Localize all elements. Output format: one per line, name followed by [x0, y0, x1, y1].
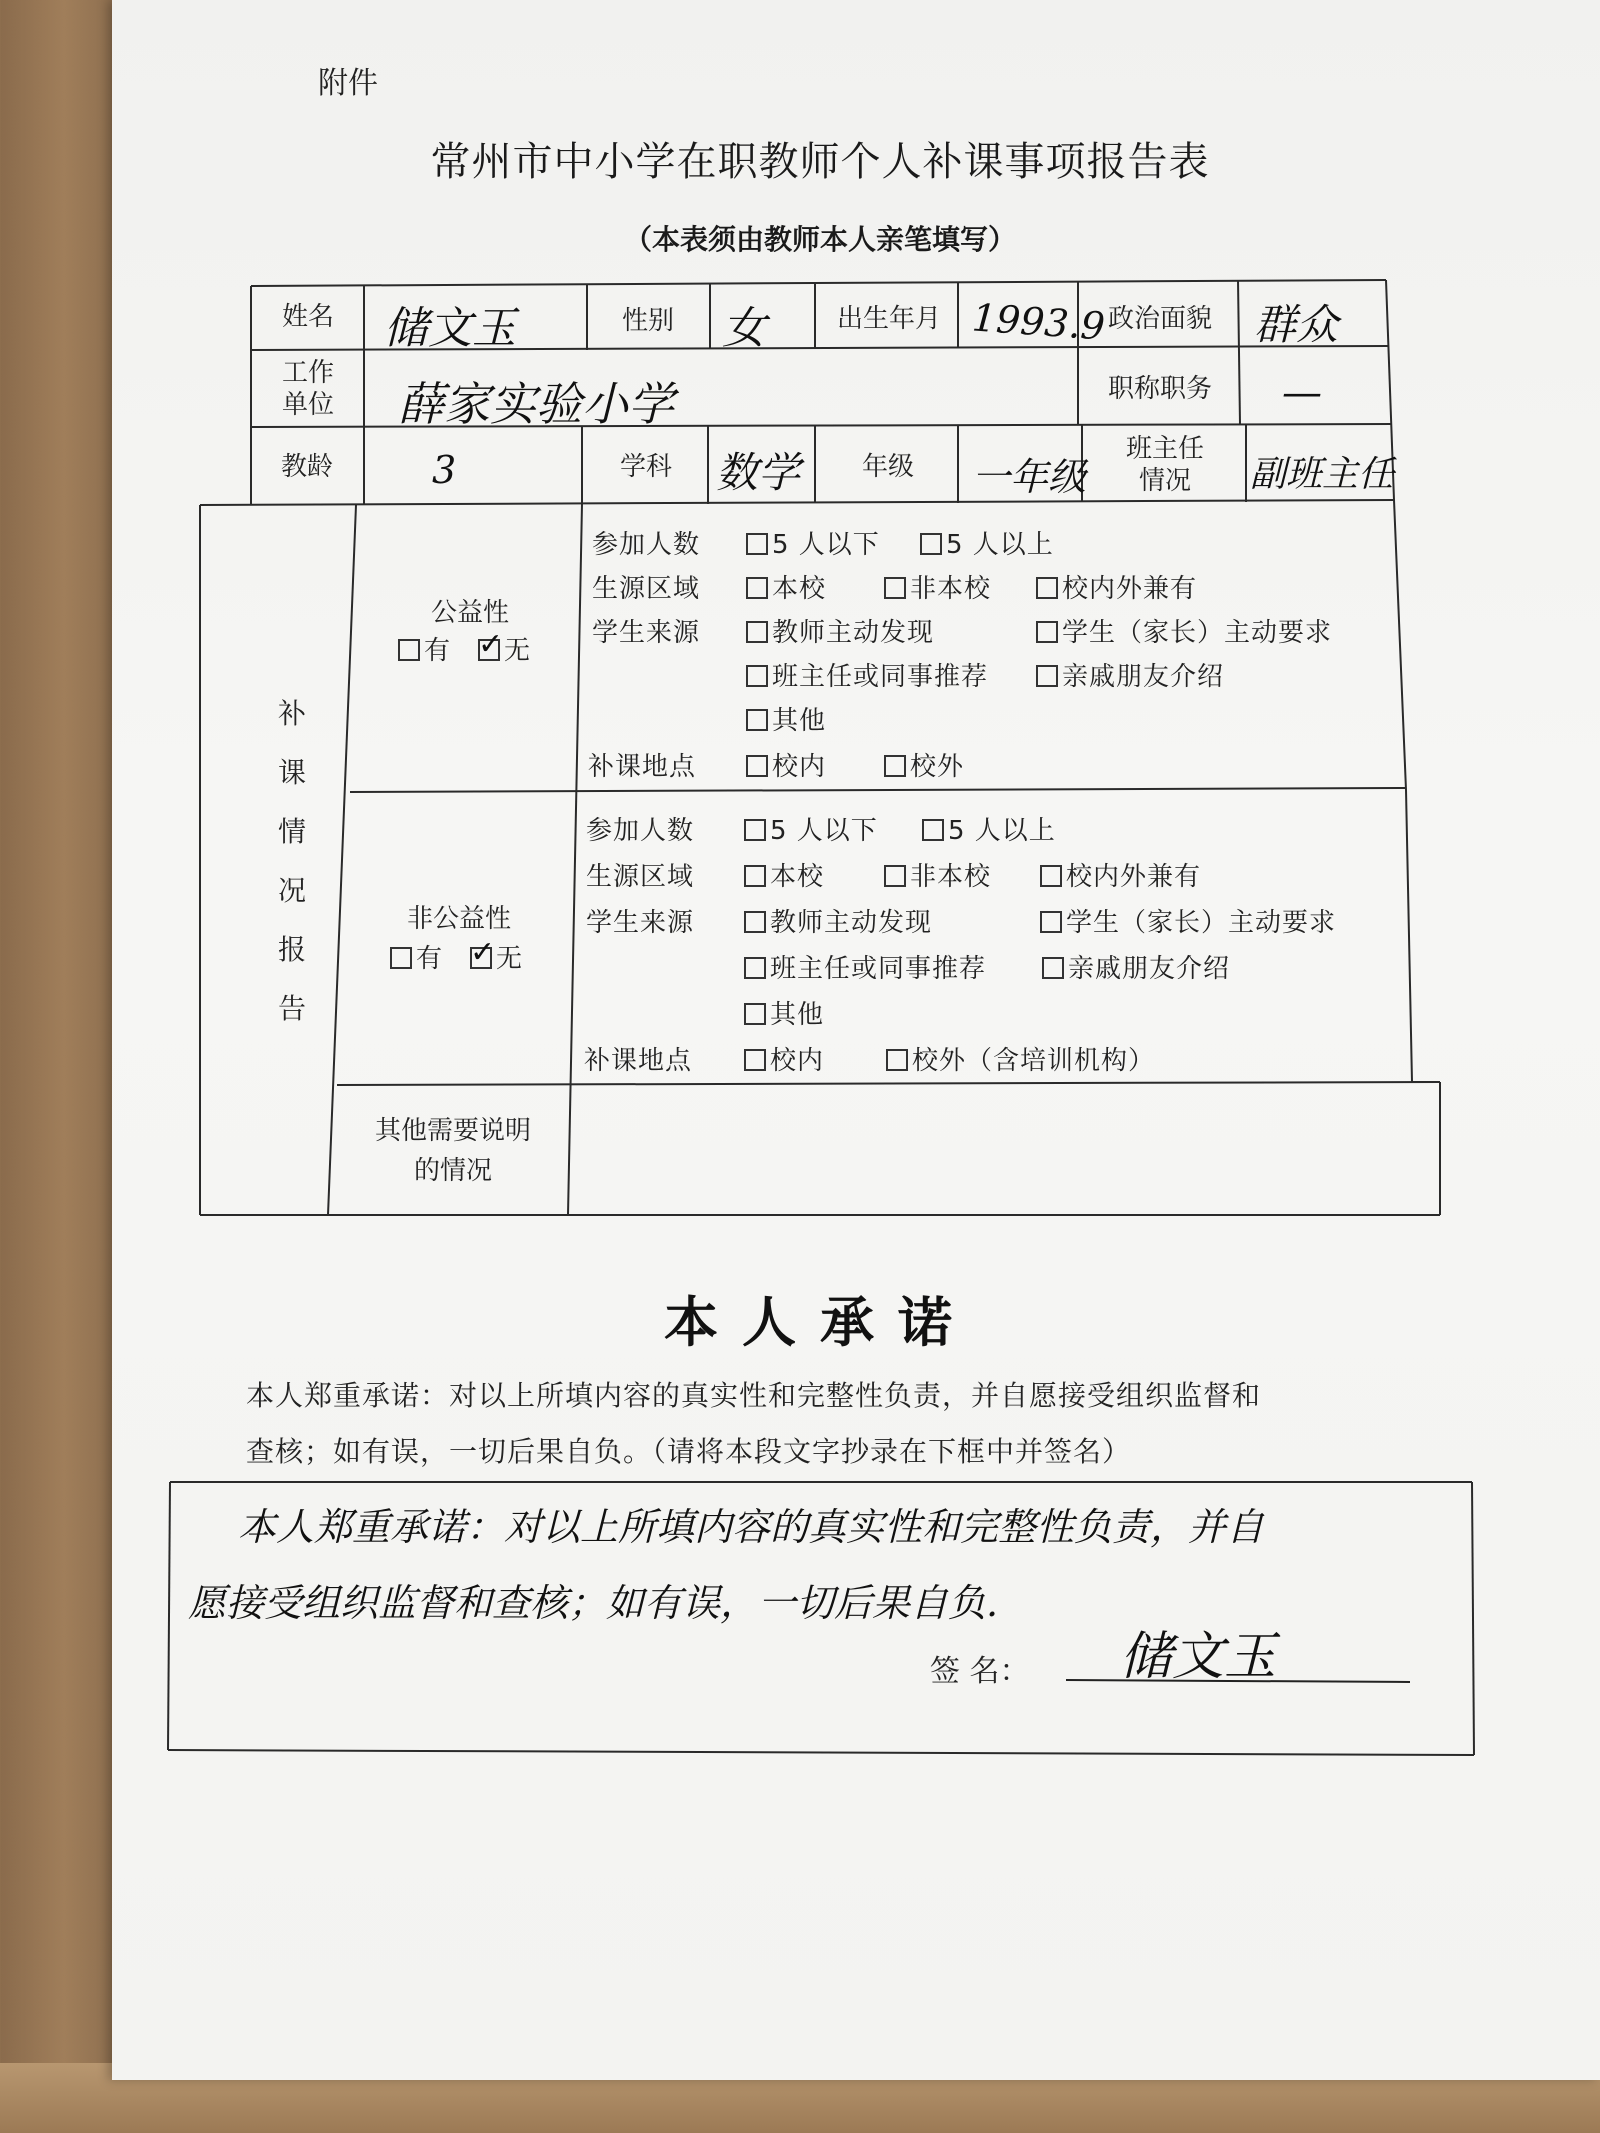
checkbox-icon	[744, 1049, 766, 1071]
nonpublic-no-checkbox[interactable]	[470, 935, 524, 975]
gender-value: 女	[722, 303, 766, 354]
teaching-age-label: 教龄	[280, 452, 333, 482]
public-yes-checkbox[interactable]	[398, 630, 451, 667]
nonpublic-region-opt[interactable]	[884, 856, 991, 893]
option-label: 校内	[772, 752, 827, 782]
side-char: 况	[277, 874, 306, 907]
checkbox-icon	[1036, 577, 1058, 599]
political-value: 群众	[1254, 300, 1339, 349]
head-teacher-value: 副班主任	[1250, 454, 1395, 495]
checkbox-icon	[390, 947, 412, 969]
checkbox-icon	[746, 665, 768, 687]
checkbox-icon	[746, 709, 768, 731]
nonpublic-place-opt[interactable]	[744, 1040, 824, 1077]
pledge-title: 本人承诺	[664, 1291, 976, 1354]
form-title: 常州市中小学在职教师个人补课事项报告表	[430, 139, 1210, 185]
public-source-opt[interactable]	[1036, 612, 1332, 649]
nonpublic-count-opt[interactable]	[922, 810, 1056, 847]
public-label: 公益性	[430, 598, 509, 628]
unit-value: 薛家实验小学	[398, 377, 674, 431]
option-label: 校外	[910, 752, 965, 782]
head-teacher-label-2: 情况	[1138, 466, 1191, 496]
public-source-opt[interactable]	[1036, 656, 1224, 693]
nonpublic-count-label: 参加人数	[586, 816, 695, 846]
option-label: 校内外兼有	[1062, 574, 1198, 604]
option-label: 亲戚朋友介绍	[1062, 662, 1225, 692]
option-label: 班主任或同事推荐	[770, 954, 987, 984]
option-label: 亲戚朋友介绍	[1068, 954, 1231, 984]
public-region-opt[interactable]	[884, 568, 991, 605]
checkbox-icon	[746, 621, 768, 643]
option-label: 其他	[770, 1000, 825, 1030]
gender-label: 性别	[621, 306, 674, 336]
public-source-opt[interactable]	[746, 612, 934, 649]
name-value: 储文玉	[384, 303, 516, 354]
checkbox-icon	[1040, 911, 1062, 933]
checkbox-icon	[744, 1003, 766, 1025]
option-label: 班主任或同事推荐	[772, 662, 989, 692]
birth-label: 出生年月	[836, 304, 941, 334]
option-label: 本校	[770, 862, 825, 892]
nonpublic-source-opt[interactable]	[744, 994, 824, 1031]
side-char: 情	[277, 815, 306, 848]
unit-label-2: 单位	[281, 390, 334, 420]
nonpublic-place-label: 补课地点	[584, 1046, 693, 1076]
unit-label-1: 工作	[281, 358, 334, 388]
grade-label: 年级	[861, 452, 914, 482]
other-notes-field[interactable]	[580, 1090, 1430, 1210]
checkbox-icon	[470, 935, 497, 970]
checkbox-icon	[478, 627, 505, 662]
name-label: 姓名	[281, 302, 334, 332]
nonpublic-region-opt[interactable]	[1040, 856, 1201, 893]
checkbox-label: 无	[504, 636, 532, 666]
handwritten-copy-line-2: 愿接受组织监督和查核；如有误，一切后果自负.	[188, 1581, 999, 1625]
head-teacher-label-1: 班主任	[1125, 434, 1204, 464]
political-label: 政治面貌	[1107, 304, 1212, 334]
checkbox-label: 有	[424, 636, 452, 666]
checkbox-icon	[1036, 621, 1058, 643]
nonpublic-count-opt[interactable]	[744, 810, 878, 847]
public-count-opt[interactable]	[920, 524, 1054, 561]
checkbox-icon	[1042, 957, 1064, 979]
option-label: 校内外兼有	[1066, 862, 1202, 892]
public-source-label: 学生来源	[592, 618, 701, 648]
subject-value: 数学	[716, 448, 801, 497]
public-no-checkbox[interactable]	[478, 627, 532, 667]
option-label: 本校	[772, 574, 827, 604]
public-place-label: 补课地点	[588, 752, 697, 782]
other-label-2: 的情况	[413, 1156, 492, 1186]
checkbox-label: 有	[416, 944, 444, 974]
checkbox-label: 无	[496, 944, 524, 974]
option-label: 5 人以上	[946, 530, 1054, 560]
checkbox-icon	[1036, 665, 1058, 687]
option-label: 非本校	[910, 574, 992, 604]
nonpublic-source-opt[interactable]	[1040, 902, 1336, 939]
nonpublic-region-label: 生源区域	[586, 862, 695, 892]
other-label-1: 其他需要说明	[374, 1116, 531, 1146]
form-subtitle: （本表须由教师本人亲笔填写）	[623, 223, 1016, 256]
option-label: 学生（家长）主动要求	[1066, 908, 1337, 938]
public-region-label: 生源区域	[592, 574, 701, 604]
nonpublic-place-opt[interactable]	[886, 1040, 1155, 1077]
signature-label: 签 名：	[930, 1654, 1030, 1689]
title-label: 职称职务	[1107, 374, 1212, 404]
option-label: 5 人以下	[772, 530, 880, 560]
checkmark-icon: ✓	[470, 935, 497, 970]
option-label: 教师主动发现	[772, 618, 935, 648]
nonpublic-region-opt[interactable]	[744, 856, 824, 893]
nonpublic-label: 非公益性	[406, 904, 511, 934]
option-label: 5 人以下	[770, 816, 878, 846]
checkbox-icon	[884, 755, 906, 777]
option-label: 校外（含培训机构）	[912, 1046, 1156, 1076]
checkbox-icon	[746, 577, 768, 599]
signature: 储文玉	[1120, 1627, 1277, 1687]
checkbox-icon	[744, 819, 766, 841]
teaching-age-value: 3	[432, 448, 457, 492]
checkbox-icon	[746, 533, 768, 555]
option-label: 教师主动发现	[770, 908, 933, 938]
public-region-opt[interactable]	[746, 568, 826, 605]
checkbox-icon	[920, 533, 942, 555]
option-label: 校内	[770, 1046, 825, 1076]
option-label: 学生（家长）主动要求	[1062, 618, 1333, 648]
public-source-opt[interactable]	[746, 656, 988, 693]
checkbox-icon	[744, 957, 766, 979]
public-count-opt[interactable]	[746, 524, 880, 561]
public-source-opt[interactable]	[746, 700, 826, 737]
grade-value: 一年级	[972, 455, 1087, 499]
handwritten-copy-line-1: 本人郑重承诺：对以上所填内容的真实性和完整性负责，并自	[238, 1505, 1265, 1549]
checkbox-icon	[744, 865, 766, 887]
side-char: 告	[277, 992, 306, 1025]
checkbox-icon	[398, 639, 420, 661]
checkbox-icon	[746, 755, 768, 777]
checkbox-icon	[1040, 865, 1062, 887]
public-place-opt[interactable]	[884, 746, 964, 783]
nonpublic-source-opt[interactable]	[744, 948, 986, 985]
title-value: —	[1282, 370, 1322, 416]
side-char: 报	[277, 933, 306, 966]
option-label: 5 人以上	[948, 816, 1056, 846]
side-char: 补	[277, 697, 306, 730]
public-place-opt[interactable]	[746, 746, 826, 783]
pledge-text-line-1: 本人郑重承诺：对以上所填内容的真实性和完整性负责，并自愿接受组织监督和	[246, 1379, 1262, 1412]
checkbox-icon	[886, 1049, 908, 1071]
checkbox-icon	[922, 819, 944, 841]
checkbox-icon	[744, 911, 766, 933]
nonpublic-source-opt[interactable]	[1042, 948, 1230, 985]
checkbox-icon	[884, 865, 906, 887]
checkmark-icon: ✓	[478, 627, 505, 662]
nonpublic-source-label: 学生来源	[586, 908, 695, 938]
birth-value: 1993.9	[970, 295, 1107, 349]
nonpublic-yes-checkbox[interactable]	[390, 938, 443, 975]
option-label: 其他	[772, 706, 827, 736]
checkbox-icon	[884, 577, 906, 599]
report-side-label	[262, 684, 322, 1038]
side-char: 课	[277, 756, 306, 789]
option-label: 非本校	[910, 862, 992, 892]
pledge-text-line-2: 查核；如有误，一切后果自负。（请将本段文字抄录在下框中并签名）	[246, 1435, 1132, 1468]
subject-label: 学科	[619, 452, 672, 482]
public-count-label: 参加人数	[592, 530, 701, 560]
nonpublic-source-opt[interactable]	[744, 902, 932, 939]
attachment-label: 附件	[318, 66, 378, 101]
public-region-opt[interactable]	[1036, 568, 1197, 605]
